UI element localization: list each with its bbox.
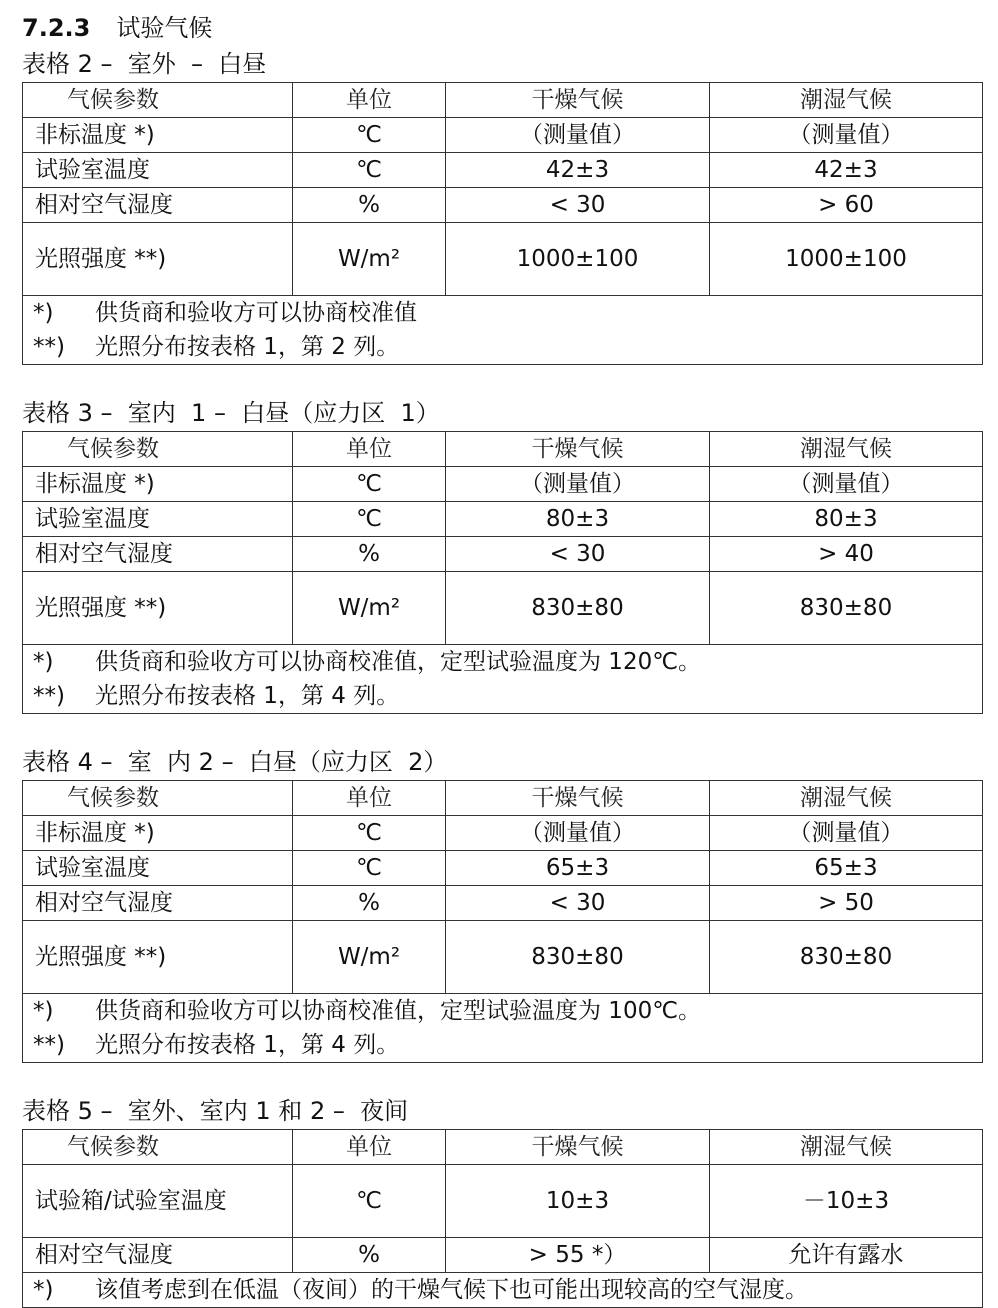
note-mark: *) — [33, 300, 54, 326]
table-header-row — [23, 781, 983, 816]
table-cell: % — [293, 537, 446, 572]
table-cell: < 30 — [446, 537, 710, 572]
column-header: 潮湿气候 — [710, 83, 983, 118]
document-page — [22, 10, 954, 1308]
table-cell: ℃ — [293, 851, 446, 886]
table-note — [23, 296, 983, 331]
table-note-row — [23, 1028, 983, 1063]
table-row — [23, 467, 983, 502]
note-text: 光照分布按表格 1，第 4 列。 — [95, 683, 400, 709]
table-cell: 相对空气湿度 — [23, 886, 293, 921]
table-cell: < 30 — [446, 886, 710, 921]
table-cell: ℃ — [293, 118, 446, 153]
section-heading — [22, 10, 954, 46]
table-caption: 表格 5 – 室外、室内 1 和 2 – 夜间 — [22, 1097, 409, 1125]
note-mark: *) — [33, 649, 54, 675]
table-cell: 允许有露水 — [710, 1238, 983, 1273]
section-number: 7.2.3 — [22, 14, 91, 42]
climate-table — [22, 780, 983, 1063]
table-header-row — [23, 432, 983, 467]
table-cell: 相对空气湿度 — [23, 1238, 293, 1273]
column-header: 气候参数 — [23, 1130, 293, 1165]
table-cell: > 40 — [710, 537, 983, 572]
table-cell: 相对空气湿度 — [23, 537, 293, 572]
column-header: 单位 — [293, 432, 446, 467]
table-cell: 试验室温度 — [23, 153, 293, 188]
table-note-row — [23, 645, 983, 680]
table-note — [23, 1028, 983, 1063]
table-row — [23, 188, 983, 223]
table-cell: 10±3 — [446, 1165, 710, 1238]
table-row — [23, 223, 983, 296]
note-mark: **) — [33, 683, 65, 709]
table-note-row — [23, 296, 983, 331]
table-cell: 非标温度 *) — [23, 467, 293, 502]
column-header: 潮湿气候 — [710, 432, 983, 467]
table-cell: 试验箱/试验室温度 — [23, 1165, 293, 1238]
table-row — [23, 1165, 983, 1238]
table-cell: 42±3 — [710, 153, 983, 188]
table-spacer — [22, 365, 954, 395]
table-cell: 光照强度 **) — [23, 223, 293, 296]
table-cell: 830±80 — [446, 921, 710, 994]
table-header-row — [23, 1130, 983, 1165]
table-caption: 表格 4 – 室 内 2 – 白昼（应力区 2） — [22, 748, 448, 776]
table-cell: 65±3 — [710, 851, 983, 886]
note-text: 供货商和验收方可以协商校准值 — [95, 300, 417, 326]
column-header: 干燥气候 — [446, 83, 710, 118]
note-mark: **) — [33, 1032, 65, 1058]
table-cell: 非标温度 *) — [23, 816, 293, 851]
table-cell: 42±3 — [446, 153, 710, 188]
table-cell: 非标温度 *) — [23, 118, 293, 153]
table-cell: ℃ — [293, 816, 446, 851]
table-cell: 试验室温度 — [23, 502, 293, 537]
column-header: 单位 — [293, 1130, 446, 1165]
note-text: 该值考虑到在低温（夜间）的干燥气候下也可能出现较高的空气湿度。 — [95, 1277, 808, 1303]
table-note — [23, 679, 983, 714]
table-note — [23, 1273, 983, 1308]
table-caption: 表格 3 – 室内 1 – 白昼（应力区 1） — [22, 399, 440, 427]
table-note — [23, 330, 983, 365]
column-header: 气候参数 — [23, 781, 293, 816]
table-cell: －10±3 — [710, 1165, 983, 1238]
table-cell: ℃ — [293, 153, 446, 188]
table-note-row — [23, 330, 983, 365]
note-text: 供货商和验收方可以协商校准值，定型试验温度为 100℃。 — [95, 998, 702, 1024]
table-cell: （测量值） — [446, 118, 710, 153]
table-cell: 830±80 — [446, 572, 710, 645]
note-text: 光照分布按表格 1，第 4 列。 — [95, 1032, 400, 1058]
table-header-row — [23, 83, 983, 118]
climate-table — [22, 431, 983, 714]
table-cell: （测量值） — [710, 816, 983, 851]
table-cell: < 30 — [446, 188, 710, 223]
note-text: 光照分布按表格 1，第 2 列。 — [95, 334, 400, 360]
climate-table — [22, 1129, 983, 1308]
section-title: 试验气候 — [116, 14, 213, 42]
table-note — [23, 645, 983, 680]
note-mark: *) — [33, 998, 54, 1024]
table-row — [23, 502, 983, 537]
table-cell: > 60 — [710, 188, 983, 223]
table-cell: W/m² — [293, 572, 446, 645]
column-header: 潮湿气候 — [710, 781, 983, 816]
table-cell: % — [293, 188, 446, 223]
table-cell: （测量值） — [446, 816, 710, 851]
table-caption: 表格 2 – 室外 – 白昼 — [22, 50, 267, 78]
table-cell: 光照强度 **) — [23, 572, 293, 645]
table-note-row — [23, 1273, 983, 1308]
table-cell: 试验室温度 — [23, 851, 293, 886]
table-row — [23, 851, 983, 886]
column-header: 单位 — [293, 781, 446, 816]
table-cell: > 50 — [710, 886, 983, 921]
table-cell: 1000±100 — [446, 223, 710, 296]
table-row — [23, 1238, 983, 1273]
note-text: 供货商和验收方可以协商校准值，定型试验温度为 120℃。 — [95, 649, 702, 675]
table-row — [23, 118, 983, 153]
table-spacer — [22, 1063, 954, 1093]
table-note — [23, 994, 983, 1029]
table-cell: % — [293, 886, 446, 921]
table-cell: > 55 *） — [446, 1238, 710, 1273]
column-header: 潮湿气候 — [710, 1130, 983, 1165]
table-row — [23, 153, 983, 188]
climate-table — [22, 82, 983, 365]
table-note-row — [23, 679, 983, 714]
table-cell: 光照强度 **) — [23, 921, 293, 994]
column-header: 干燥气候 — [446, 781, 710, 816]
column-header: 干燥气候 — [446, 1130, 710, 1165]
column-header: 气候参数 — [23, 83, 293, 118]
table-cell: W/m² — [293, 223, 446, 296]
table-cell: ℃ — [293, 467, 446, 502]
table-cell: ℃ — [293, 1165, 446, 1238]
table-row — [23, 886, 983, 921]
note-mark: **) — [33, 334, 65, 360]
table-cell: 830±80 — [710, 572, 983, 645]
table-cell: % — [293, 1238, 446, 1273]
table-cell: 80±3 — [710, 502, 983, 537]
table-row — [23, 816, 983, 851]
table-row — [23, 921, 983, 994]
table-note-row — [23, 994, 983, 1029]
table-cell: 相对空气湿度 — [23, 188, 293, 223]
tables-container — [22, 46, 954, 1308]
table-cell: ℃ — [293, 502, 446, 537]
table-spacer — [22, 714, 954, 744]
table-cell: （测量值） — [710, 118, 983, 153]
table-cell: 1000±100 — [710, 223, 983, 296]
table-cell: 80±3 — [446, 502, 710, 537]
table-cell: 830±80 — [710, 921, 983, 994]
table-cell: W/m² — [293, 921, 446, 994]
table-row — [23, 572, 983, 645]
note-mark: *) — [33, 1277, 54, 1303]
table-cell: （测量值） — [710, 467, 983, 502]
table-cell: （测量值） — [446, 467, 710, 502]
column-header: 单位 — [293, 83, 446, 118]
column-header: 气候参数 — [23, 432, 293, 467]
column-header: 干燥气候 — [446, 432, 710, 467]
table-cell: 65±3 — [446, 851, 710, 886]
table-row — [23, 537, 983, 572]
